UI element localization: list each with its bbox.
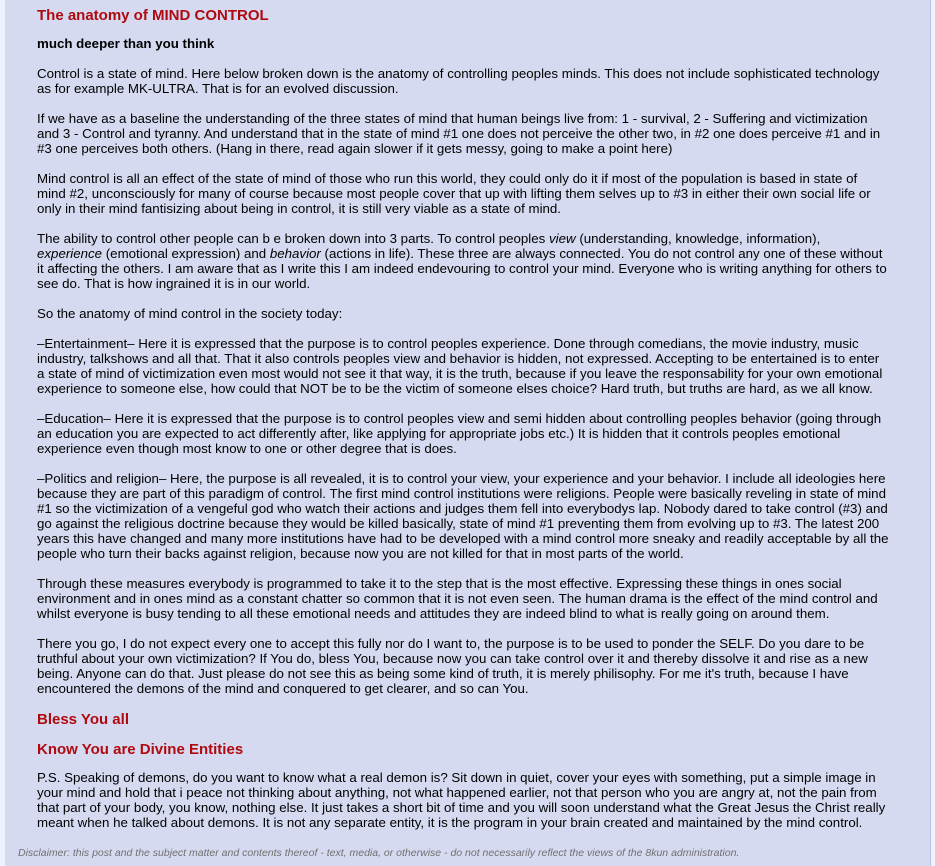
emphasis-behavior: behavior <box>269 246 321 261</box>
heading-divine: Know You are Divine Entities <box>37 741 244 758</box>
post-container <box>5 0 931 866</box>
paragraph-conclusion: There you go, I do not expect every one to accept this fully nor do I want to, the purpose is to be used to ponder the SELF. Do you dare to be truthful about your own victimization? If You do, bless You, because now you can take control over it and thereby dissolve it and rise as a new being. Anyone can do that. Just please do not see this as being some kind of truth, it is merely philisophy. For me it's truth, because I have encountered the demons of the mind and conquered to get clearer, and so can You. <box>37 636 868 696</box>
paragraph-intro: Control is a state of mind. Here below broken down is the anatomy of controlling peoples minds. This does not include sophisticated technology as for example MK-ULTRA. That is for an evolved discussion. <box>37 66 880 96</box>
paragraph-anatomy-intro: So the anatomy of mind control in the society today: <box>37 306 343 321</box>
text-span: (emotional expression) and <box>102 246 270 261</box>
paragraph-measures: Through these measures everybody is programmed to take it to the step that is the most effective. Expressing these things in ones social environment and in ones mind as a constant chatter so common that it is not even seen. The human drama is the effect of the mind control and whilst everyone is busy tending to all these emotional needs and attitudes they are indeed blind to what is really going on around them. <box>37 576 878 621</box>
post-body <box>37 6 889 845</box>
paragraph-mind-control-effect: Mind control is all an effect of the state of mind of those who run this world, they could only do it if most of the population is based in state of mind #2, unconsciously for many of course because most people cover that up with lifting them selves up to #3 in either their own social life or only in their mind fantisizing about being in control, it is still very viable as a state of mind. <box>37 171 871 216</box>
paragraph-politics-religion: –Politics and religion– Here, the purpose is all revealed, it is to control your view, your experience and your behavior. I include all ideologies here because they are part of this paradigm of control. The first mind control institutions were religions. People were basically reveling in state of mind #1 so the victimization of a vengeful god who watch their actions and judges them fell into everybodys lap. Nobody dared to take control (#3) and go against the religious doctrine because they would be killed basically, state of mind #1 preventing them from evolving up to #3. The latest 200 years this have changed and many more institutions have had to be developed with a mind control more sneaky and readily acceptable by all the people who turn their backs against religion, because now you are not killed for that in most parts of the world. <box>37 471 889 561</box>
text-span: (understanding, knowledge, information), <box>575 231 821 246</box>
post-subtitle: much deeper than you think <box>37 36 215 51</box>
heading-bless: Bless You all <box>37 711 129 728</box>
paragraph-education: –Education– Here it is expressed that the purpose is to control peoples view and semi hidden about controlling peoples behavior (going through an education you are expected to act differently after, like applying for appropriate jobs etc.) It is hidden that it controls peoples emotional experience even though most know to one or other degree that is does. <box>37 411 882 456</box>
emphasis-view: view <box>549 231 576 246</box>
text-span: The ability to control other people can b e broken down into 3 parts. To control peoples <box>37 231 550 246</box>
paragraph-states-of-mind: If we have as a baseline the understanding of the three states of mind that human beings live from: 1 - survival, 2 - Suffering and victimization and 3 - Control and tyranny. And understand that in the state of mind #1 one does not perceive the other two, in #2 one does perceive #1 and in #3 one perceives both others. (Hang in there, read again slower if it gets messy, going to make a point here) <box>37 111 881 156</box>
disclaimer-text: Disclaimer: this post and the subject matter and contents thereof - text, media, or otherwise - do not necessarily reflect the views of the 8kun administration. <box>18 847 740 859</box>
emphasis-experience: experience <box>37 246 103 261</box>
paragraph-entertainment: –Entertainment– Here it is expressed that the purpose is to control peoples experience. Done through comedians, the movie industry, music industry, talkshows and all that. That it also controls peoples view and behavior is hidden, not expressed. Accepting to be entertained is to enter a state of mind of victimization even most would not see it that way, it is the truth, because if you leave the responsability for your own emotional experience to someone else, how could that NOT be to be the victim of someone elses choice? Hard truth, but truths are hard, as we all know. <box>37 336 883 396</box>
paragraph-three-parts <box>37 231 889 291</box>
paragraph-postscript: P.S. Speaking of demons, do you want to know what a real demon is? Sit down in quiet, cover your eyes with something, put a simple image in your mind and hold that i peace not thinking about anything, not what happened earlier, not that person who you are angry at, not the pain from that part of your body, you know, nothing else. It just takes a short bit of time and you will soon understand what the Great Jesus the Christ really meant when he talked about demons. It is not any separate entity, it is the program in your brain created and maintained by the mind control. <box>37 770 886 830</box>
text-span: (actions in life). These three are always connected. You do not control any one of these without it affecting the others. I am aware that as I write this I am indeed endevouring to control your mind. Everyone who is writing anything for others to see do. That is how ingrained it is in our world. <box>37 246 887 291</box>
post-title: The anatomy of MIND CONTROL <box>37 7 269 24</box>
